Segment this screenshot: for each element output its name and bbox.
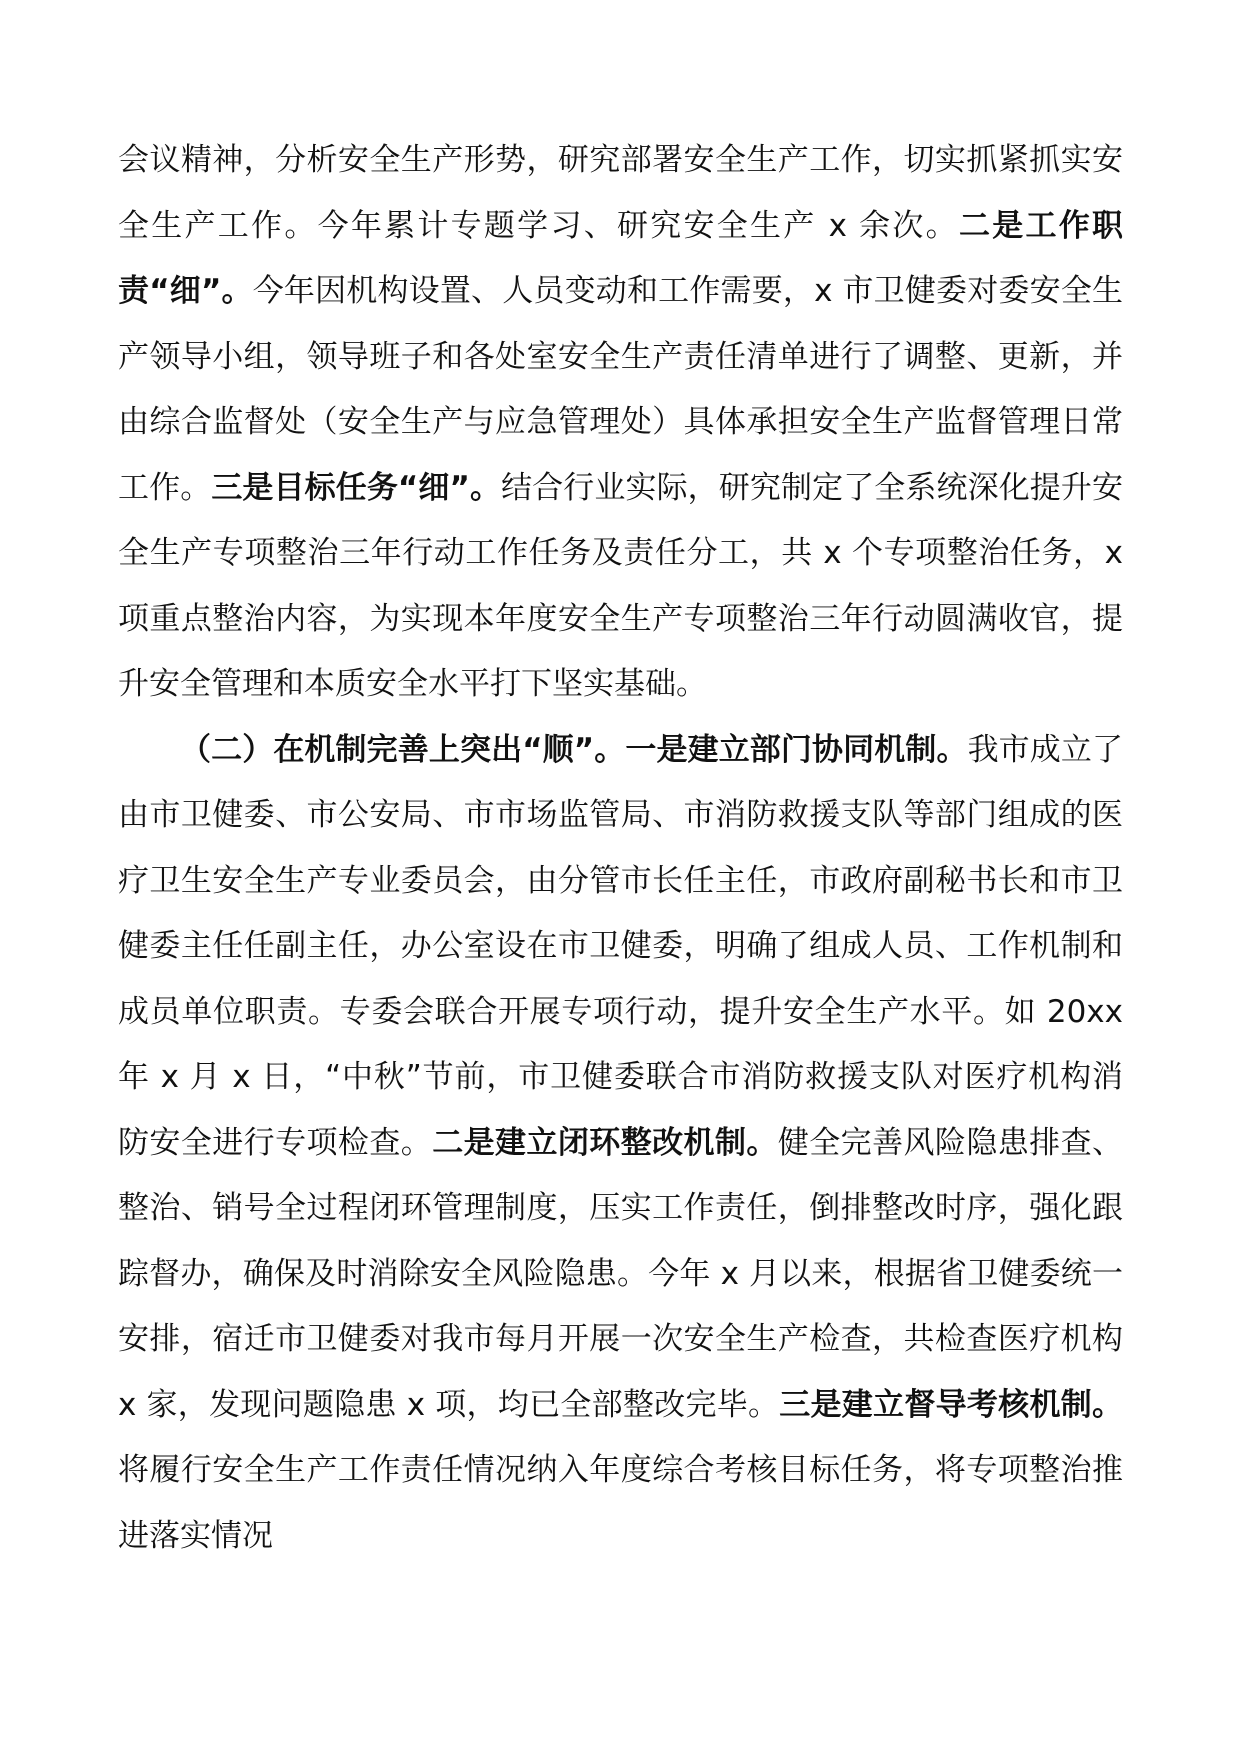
p2-text-1: 我市成立了由市卫健委、市公安局、市市场监管局、市消防救援支队等部门组成的医疗卫生安全生产专业委员会，由分管市长任主任，市政府副秘书长和市卫健委主任任副主任，办公室设在市卫健委，明确了组成人员、工作机制和成员单位职责。专委会联合开展专项行动，提升安全生产水平。如 20xx 年 x 月 x 日，“中秋”节前，市卫健委联合市消防救援支队对医疗机构消防安全进行专项检查。 — [118, 731, 1124, 1161]
p1-heading-2: 二是工作职责“细”。 — [118, 207, 1123, 309]
p2-heading-1: 一是建立部门协同机制。 — [625, 731, 968, 768]
p2-text-3: 将履行安全生产工作责任情况纳入年度综合考核目标任务，将专项整治推进落实情况 — [118, 1452, 1123, 1554]
p2-heading-2: 二是建立闭环整改机制。 — [432, 1124, 778, 1161]
p2-heading-3: 三是建立督导考核机制。 — [779, 1386, 1123, 1423]
p2-text-2: 健全完善风险隐患排查、整治、销号全过程闭环管理制度，压实工作责任，倒排整改时序，强化跟踪督办，确保及时消除安全风险隐患。今年 x 月以来，根据省卫健委统一安排，宿迁市卫健委对我市每月开展一次安全生产检查，共检查医疗机构 x 家，发现问题隐患 x 项，均已全部整改完毕。 — [118, 1124, 1124, 1423]
p1-text-1: 会议精神，分析安全生产形势，研究部署安全生产工作，切实抓紧抓实安全生产工作。今年累计专题学习、研究安全生产 x 余次。 — [118, 142, 1123, 244]
section-heading: （二）在机制完善上突出“顺”。 — [180, 731, 626, 768]
document-body — [118, 128, 1123, 1569]
p1-text-2: 今年因机构设置、人员变动和工作需要，x 市卫健委对委安全生产领导小组，领导班子和各处室安全生产责任清单进行了调整、更新，并由综合监督处（安全生产与应急管理处）具体承担安全生产监督管理日常工作。 — [118, 273, 1124, 506]
p1-heading-3: 三是目标任务“细”。 — [211, 469, 502, 506]
paragraph-1 — [118, 128, 1123, 718]
p1-text-3: 结合行业实际，研究制定了全系统深化提升安全生产专项整治三年行动工作任务及责任分工，共 x 个专项整治任务，x 项重点整治内容，为实现本年度安全生产专项整治三年行动圆满收官，提升安全管理和本质安全水平打下坚实基础。 — [118, 469, 1124, 702]
paragraph-2 — [118, 718, 1123, 1570]
